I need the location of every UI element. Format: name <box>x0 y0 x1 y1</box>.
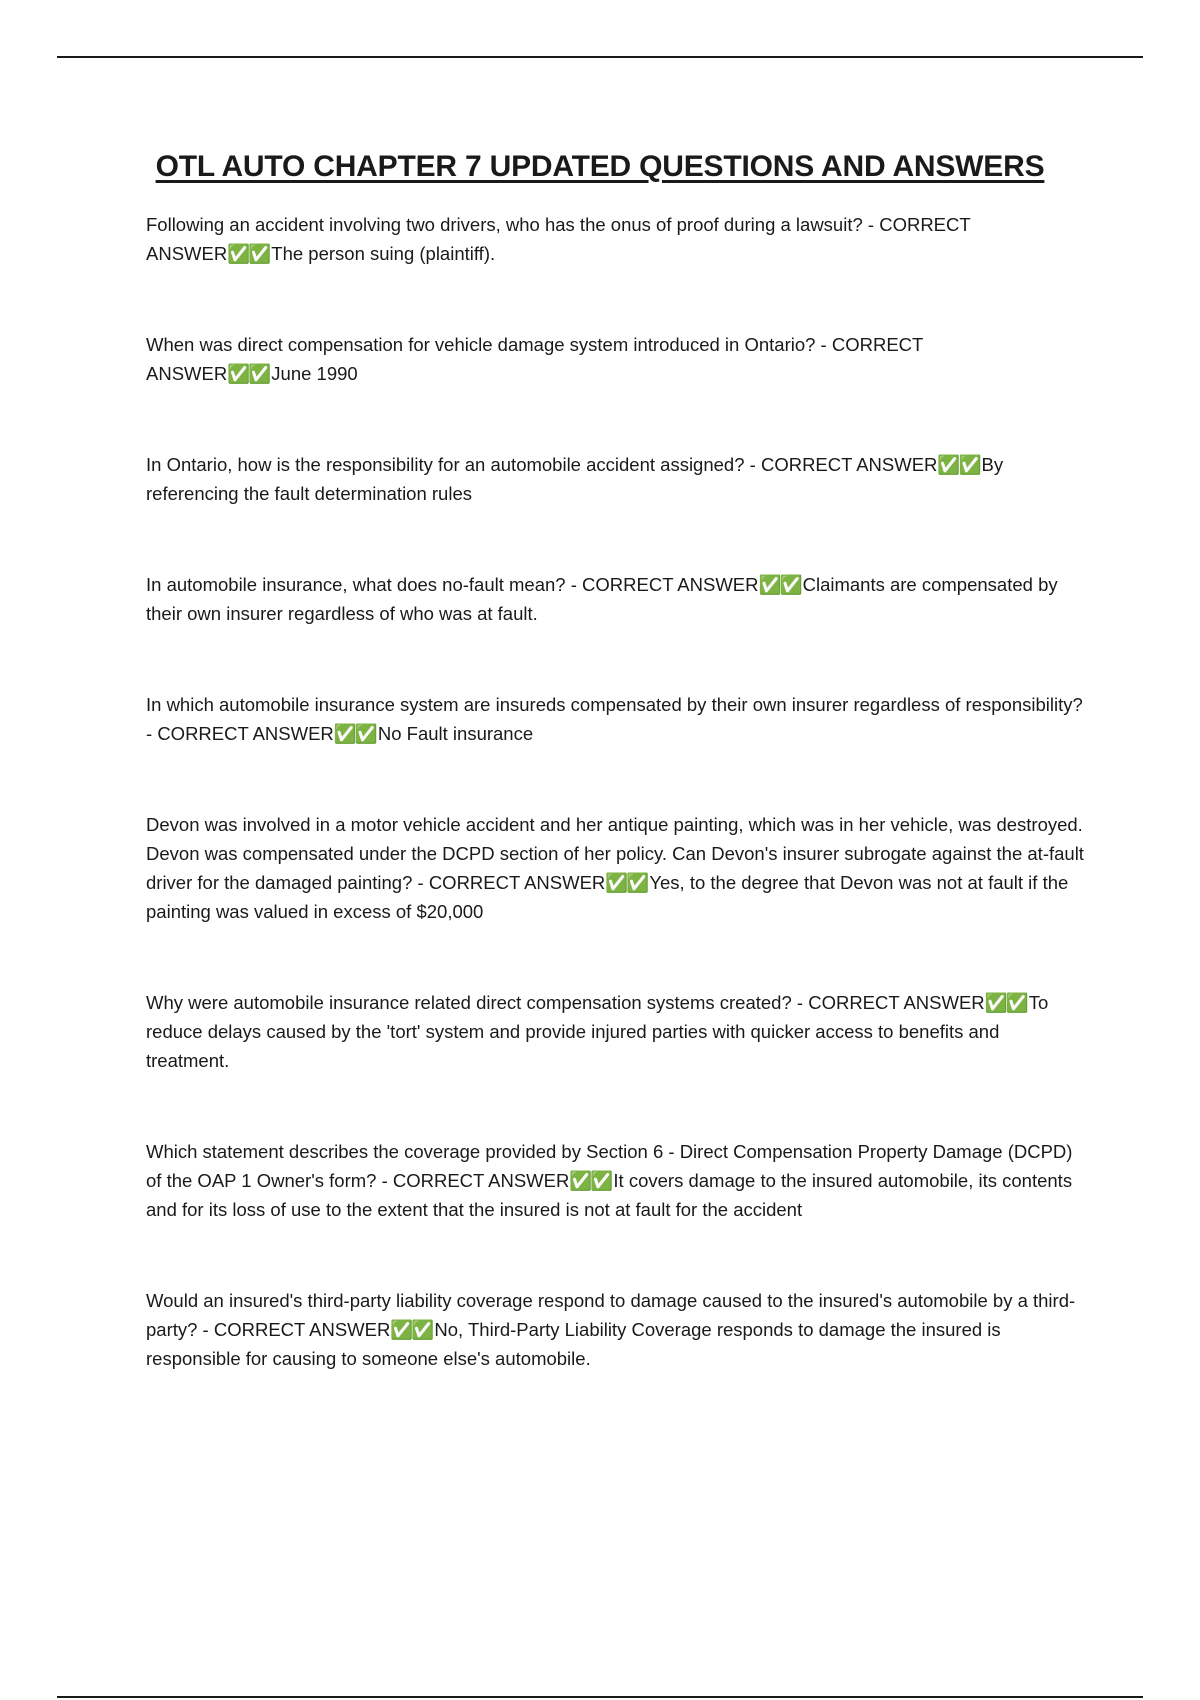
qa-item <box>146 330 1086 388</box>
question-text: When was direct compensation for vehicle damage system introduced in Ontario? - <box>146 334 832 355</box>
qa-item <box>146 450 1086 508</box>
question-text: Why were automobile insurance related direct compensation systems created? - <box>146 992 809 1013</box>
question-text: Following an accident involving two drivers, who has the onus of proof during a lawsuit? - <box>146 214 880 235</box>
answer-text: June 1990 <box>271 363 358 384</box>
question-text: Devon was involved in a motor vehicle accident and her antique painting, which was in her vehicle, was destroyed. Devon was compensated under the DCPD section of her policy. Can Devon's insurer subrogate against the at-fault driver for the damaged painting? - <box>146 814 1084 893</box>
answer-text: No, Third-Party Liability Coverage responds to damage the insured is responsible for causing to someone else's automobile. <box>146 1319 1001 1369</box>
answer-marker: CORRECT ANSWER <box>213 1319 391 1340</box>
bottom-rule <box>57 1696 1143 1698</box>
check-marks-icon: ✅✅ <box>569 1170 612 1191</box>
answer-text: The person suing (plaintiff). <box>271 243 496 264</box>
question-text: Which statement describes the coverage provided by Section 6 - Direct Compensation Property Damage (DCPD) of the OAP 1 Owner's form? - <box>146 1141 1073 1191</box>
top-rule <box>57 56 1143 58</box>
question-text: Would an insured's third-party liability coverage respond to damage caused to the insured's automobile by a third-party? - <box>146 1290 1076 1340</box>
check-marks-icon: ✅✅ <box>227 363 270 384</box>
answer-text: By referencing the fault determination rules <box>146 454 1004 504</box>
qa-item <box>146 210 1086 268</box>
qa-item <box>146 570 1086 628</box>
answer-marker: CORRECT ANSWER <box>146 214 971 264</box>
answer-marker: CORRECT ANSWER <box>146 334 923 384</box>
check-marks-icon: ✅✅ <box>758 574 801 595</box>
answer-marker: CORRECT ANSWER <box>582 574 759 595</box>
check-marks-icon: ✅✅ <box>605 872 648 893</box>
check-marks-icon: ✅✅ <box>984 992 1027 1013</box>
qa-item <box>146 988 1086 1075</box>
check-marks-icon: ✅✅ <box>227 243 270 264</box>
answer-text: Yes, to the degree that Devon was not at fault if the painting was valued in excess of $20,000 <box>146 872 1069 922</box>
answer-marker: CORRECT ANSWER <box>157 723 334 744</box>
answer-text: It covers damage to the insured automobile, its contents and for its loss of use to the extent that the insured is not at fault for the accident <box>146 1170 1073 1220</box>
answer-marker: CORRECT ANSWER <box>392 1170 570 1191</box>
qa-list <box>146 210 1086 1435</box>
document-title: OTL AUTO CHAPTER 7 UPDATED QUESTIONS AND ANSWERS <box>155 150 1045 183</box>
answer-marker: CORRECT ANSWER <box>760 454 938 475</box>
question-text: In which automobile insurance system are insureds compensated by their own insurer regardless of responsibility? - <box>146 694 1083 744</box>
answer-marker: CORRECT ANSWER <box>428 872 606 893</box>
qa-item <box>146 810 1086 926</box>
qa-item <box>146 1137 1086 1224</box>
qa-item <box>146 690 1086 748</box>
answer-marker: CORRECT ANSWER <box>808 992 985 1013</box>
check-marks-icon: ✅✅ <box>937 454 980 475</box>
check-marks-icon: ✅✅ <box>390 1319 433 1340</box>
question-text: In automobile insurance, what does no-fault mean? - <box>146 574 583 595</box>
qa-item <box>146 1286 1086 1373</box>
answer-text: Claimants are compensated by their own insurer regardless of who was at fault. <box>146 574 1058 624</box>
check-marks-icon: ✅✅ <box>333 723 376 744</box>
question-text: In Ontario, how is the responsibility for an automobile accident assigned? - <box>146 454 761 475</box>
answer-text: To reduce delays caused by the 'tort' system and provide injured parties with quicker access to benefits and treatment. <box>146 992 1049 1071</box>
answer-text: No Fault insurance <box>377 723 534 744</box>
